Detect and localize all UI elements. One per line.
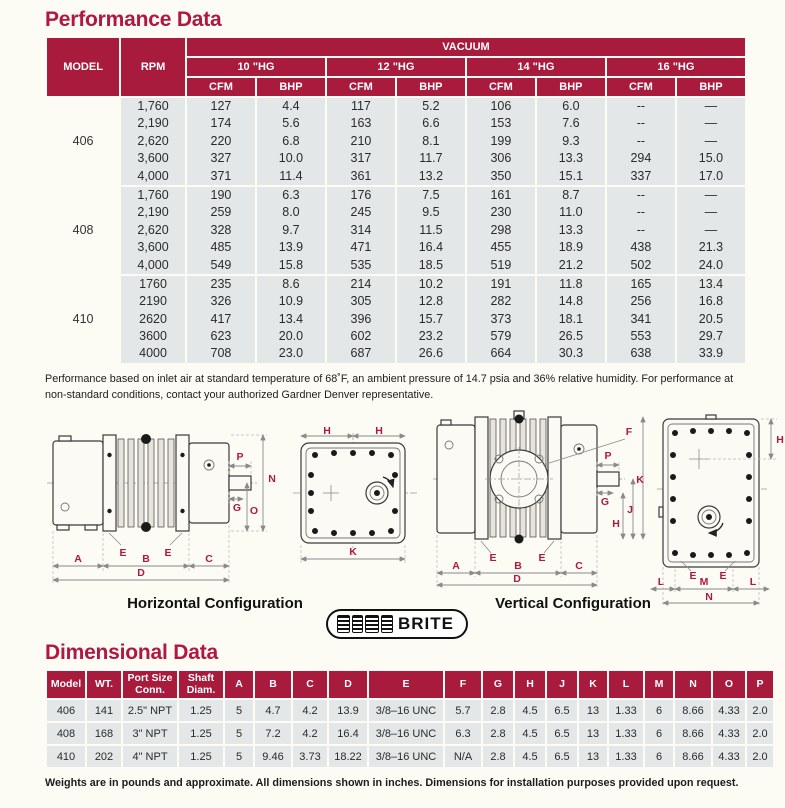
col-header-cfm: CFM (187, 78, 255, 96)
dim-header-cell: B (255, 671, 291, 698)
dim-cell: 1.33 (609, 746, 643, 767)
dim-label-e: E (119, 547, 127, 560)
dim-label-g: G (232, 502, 242, 515)
dim-cell: 6 (645, 723, 673, 744)
dim-cell: 6.5 (547, 700, 577, 721)
dim-cell: 1.25 (179, 746, 223, 767)
dim-label-g: G (600, 496, 610, 509)
dim-header-cell: H (515, 671, 545, 698)
dim-label-j: J (627, 504, 633, 517)
horizontal-end-view-diagram (287, 427, 427, 577)
dim-cell: 6.5 (547, 746, 577, 767)
dim-header-cell: G (483, 671, 513, 698)
perf-row-group (47, 276, 745, 363)
dim-cell: 406 (47, 700, 85, 721)
dim-label-e: E (719, 570, 727, 583)
dim-header-cell: Port Size Conn. (123, 671, 177, 698)
value-cell: 117 163 210 317 361 (327, 98, 395, 185)
dim-header-cell: WT. (87, 671, 121, 698)
dim-label-l: L (657, 576, 665, 589)
value-cell: 6.0 7.6 9.3 13.3 15.1 (537, 98, 605, 185)
dim-cell: 2.5" NPT (123, 700, 177, 721)
dim-cell: 16.4 (329, 723, 367, 744)
dim-cell: 4.5 (515, 746, 545, 767)
dim-header-cell: K (579, 671, 607, 698)
dim-cell: 9.46 (255, 746, 291, 767)
value-cell: 214 305 396 602 687 (327, 276, 395, 363)
perf-row-group (47, 98, 745, 185)
dim-cell: 5 (225, 746, 253, 767)
dim-label-e: E (689, 570, 697, 583)
dim-cell: 1.33 (609, 723, 643, 744)
dimensional-note: Weights are in pounds and approximate. All dimensions shown in inches. Dimensions for installation purposes provided upon request. (45, 777, 739, 790)
dim-cell: 2.8 (483, 723, 513, 744)
rpm-cell: 1,760 2,190 2,620 3,600 4,000 (121, 98, 185, 185)
performance-table (45, 36, 747, 365)
brand-logo-mark-icon (337, 615, 395, 633)
dim-label-o: O (249, 505, 259, 518)
dim-cell: 4.33 (713, 700, 745, 721)
dim-cell: 202 (87, 746, 121, 767)
dim-label-a: A (452, 560, 460, 573)
dim-cell: 3.73 (293, 746, 327, 767)
dim-cell: 4.5 (515, 723, 545, 744)
dim-cell: 3/8–16 UNC (369, 746, 443, 767)
dim-cell: 6 (645, 746, 673, 767)
dim-label-n: N (705, 591, 713, 604)
col-header-vacuum: VACUUM (187, 38, 745, 56)
dim-label-m: M (699, 576, 709, 589)
dim-cell: 3/8–16 UNC (369, 723, 443, 744)
dim-label-c: C (205, 553, 213, 566)
vertical-end-view-diagram (647, 411, 785, 611)
dim-cell: 141 (87, 700, 121, 721)
dim-cell: 168 (87, 723, 121, 744)
dim-header-cell: F (445, 671, 481, 698)
value-cell: 11.8 14.8 18.1 26.5 30.3 (537, 276, 605, 363)
dim-cell: 8.66 (675, 700, 711, 721)
dimensional-table (45, 669, 775, 769)
dim-cell: 4.5 (515, 700, 545, 721)
dim-label-n: N (268, 473, 276, 486)
dim-cell: 13 (579, 746, 607, 767)
dim-cell: 4.7 (255, 700, 291, 721)
dim-label-f: F (625, 426, 633, 439)
dim-cell: 2.0 (747, 723, 773, 744)
value-cell: -- -- -- 294 337 (607, 98, 675, 185)
value-cell: 165 256 341 553 638 (607, 276, 675, 363)
table-row (47, 700, 773, 721)
model-cell: 406 (72, 134, 94, 149)
dim-header-cell: P (747, 671, 773, 698)
value-cell: 13.4 16.8 20.5 29.7 33.9 (677, 276, 745, 363)
col-header-14hg: 14 "HG (467, 58, 605, 76)
dim-cell: 1.25 (179, 723, 223, 744)
col-header-16hg: 16 "HG (607, 58, 745, 76)
dim-cell: 5.7 (445, 700, 481, 721)
dim-label-b: B (142, 553, 150, 566)
value-cell: 10.2 12.8 15.7 23.2 26.6 (397, 276, 465, 363)
dim-header-cell: Model (47, 671, 85, 698)
dim-label-e: E (164, 547, 172, 560)
col-header-bhp: BHP (397, 78, 465, 96)
col-header-cfm: CFM (607, 78, 675, 96)
dim-label-h: H (323, 427, 331, 438)
dim-label-h: H (375, 427, 383, 438)
dim-label-k: K (636, 474, 644, 487)
dim-header-cell: D (329, 671, 367, 698)
dim-cell: 6 (645, 700, 673, 721)
dim-label-p: P (236, 451, 244, 464)
value-cell: — — — 21.3 24.0 (677, 187, 745, 274)
value-cell: 7.5 9.5 11.5 16.4 18.5 (397, 187, 465, 274)
value-cell: 4.4 5.6 6.8 10.0 11.4 (257, 98, 325, 185)
value-cell: 5.2 6.6 8.1 11.7 13.2 (397, 98, 465, 185)
value-cell: 176 245 314 471 535 (327, 187, 395, 274)
dim-header-cell: M (645, 671, 673, 698)
configuration-diagrams (45, 407, 785, 639)
dim-cell: 4.33 (713, 723, 745, 744)
value-cell: -- -- -- 438 502 (607, 187, 675, 274)
performance-table-body (47, 98, 745, 363)
performance-table-header (47, 38, 745, 96)
dim-label-d: D (137, 567, 145, 580)
dim-cell: 2.0 (747, 700, 773, 721)
model-cell: 410 (72, 312, 94, 327)
dim-cell: 2.8 (483, 746, 513, 767)
horizontal-side-view-diagram (45, 419, 280, 587)
value-cell: 8.6 10.9 13.4 20.0 23.0 (257, 276, 325, 363)
dim-label-d: D (513, 573, 521, 586)
horizontal-configuration-caption: Horizontal Configuration (127, 595, 303, 613)
dim-header-cell: O (713, 671, 745, 698)
dim-cell: 2.0 (747, 746, 773, 767)
col-header-cfm: CFM (327, 78, 395, 96)
col-header-bhp: BHP (257, 78, 325, 96)
dim-cell: 1.25 (179, 700, 223, 721)
dim-header-cell: Shaft Diam. (179, 671, 223, 698)
dim-cell: 8.66 (675, 746, 711, 767)
dim-label-h: H (612, 518, 620, 531)
dim-cell: 4.2 (293, 723, 327, 744)
vertical-front-view-diagram (433, 409, 648, 589)
dim-cell: 6.5 (547, 723, 577, 744)
brand-logo (326, 609, 468, 639)
dim-cell: 410 (47, 746, 85, 767)
dimensional-title: Dimensional Data (45, 641, 219, 665)
col-header-cfm: CFM (467, 78, 535, 96)
vertical-configuration-caption: Vertical Configuration (495, 595, 651, 613)
col-header-12hg: 12 "HG (327, 58, 465, 76)
dim-header-cell: J (547, 671, 577, 698)
dim-cell: 2.8 (483, 700, 513, 721)
dim-cell: 7.2 (255, 723, 291, 744)
dim-cell: 13.9 (329, 700, 367, 721)
dim-cell: 13 (579, 700, 607, 721)
value-cell: 6.3 8.0 9.7 13.9 15.8 (257, 187, 325, 274)
value-cell: 8.7 11.0 13.3 18.9 21.2 (537, 187, 605, 274)
dimensional-table-body (47, 700, 773, 767)
col-header-bhp: BHP (537, 78, 605, 96)
dim-cell: 408 (47, 723, 85, 744)
dim-cell: 18.22 (329, 746, 367, 767)
dim-label-c: C (575, 560, 583, 573)
performance-note: Performance based on inlet air at standard temperature of 68˚F, an ambient pressure of 14.7 psia and 36% relative humidity. For performance at non-standard conditions, contact your authorized Gardner Denver representative. (45, 372, 734, 401)
dim-label-k: K (349, 546, 357, 559)
dim-header-cell: E (369, 671, 443, 698)
dim-cell: 1.33 (609, 700, 643, 721)
performance-title: Performance Data (45, 8, 222, 31)
value-cell: — — — 15.0 17.0 (677, 98, 745, 185)
col-header-10hg: 10 "HG (187, 58, 325, 76)
dim-header-cell: N (675, 671, 711, 698)
value-cell: 190 259 328 485 549 (187, 187, 255, 274)
rpm-cell: 1,760 2,190 2,620 3,600 4,000 (121, 187, 185, 274)
model-cell: 408 (72, 223, 94, 238)
perf-row-group (47, 187, 745, 274)
table-row (47, 723, 773, 744)
col-header-bhp: BHP (677, 78, 745, 96)
col-header-model: MODEL (47, 38, 119, 96)
value-cell: 106 153 199 306 350 (467, 98, 535, 185)
dim-label-a: A (74, 553, 82, 566)
dim-header-cell: C (293, 671, 327, 698)
col-header-rpm: RPM (121, 38, 185, 96)
dim-cell: 5 (225, 723, 253, 744)
dim-cell: 5 (225, 700, 253, 721)
datasheet-page (0, 8, 785, 808)
dim-label-p: P (604, 450, 612, 463)
dim-header-cell: L (609, 671, 643, 698)
dim-label-e: E (538, 552, 546, 565)
value-cell: 235 326 417 623 708 (187, 276, 255, 363)
dim-label-l: L (749, 576, 757, 589)
value-cell: 191 282 373 579 664 (467, 276, 535, 363)
dim-label-b: B (514, 560, 522, 573)
rpm-cell: 1760 2190 2620 3600 4000 (121, 276, 185, 363)
dim-cell: 13 (579, 723, 607, 744)
table-row (47, 746, 773, 767)
dim-header-cell: A (225, 671, 253, 698)
dim-cell: N/A (445, 746, 481, 767)
dim-cell: 4" NPT (123, 746, 177, 767)
brand-logo-text: BRITE (398, 614, 454, 634)
value-cell: 127 174 220 327 371 (187, 98, 255, 185)
dim-cell: 4.33 (713, 746, 745, 767)
dimensional-table-head-row (47, 671, 773, 698)
dim-cell: 4.2 (293, 700, 327, 721)
dim-label-e: E (489, 552, 497, 565)
dim-label-h: H (776, 434, 784, 447)
dim-cell: 3/8–16 UNC (369, 700, 443, 721)
dim-cell: 6.3 (445, 723, 481, 744)
dim-cell: 8.66 (675, 723, 711, 744)
dim-cell: 3" NPT (123, 723, 177, 744)
value-cell: 161 230 298 455 519 (467, 187, 535, 274)
